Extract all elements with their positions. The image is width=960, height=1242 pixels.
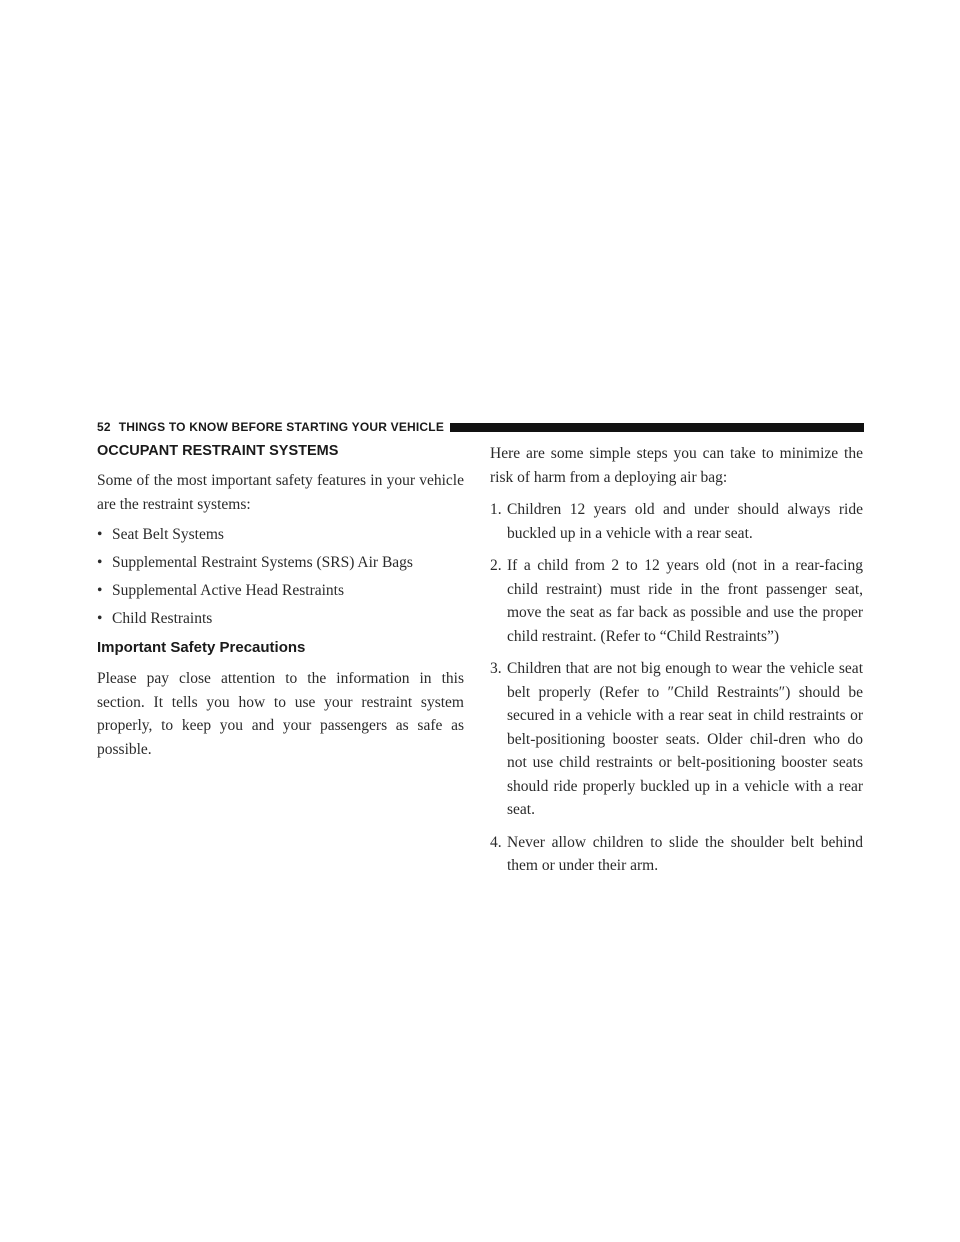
list-item xyxy=(490,831,863,878)
step-number: 4. xyxy=(490,833,502,851)
step-text: If a child from 2 to 12 years old (not in a rear-facing child restraint) must ride in the front passenger seat, move the seat as far back as possible and use the proper child restraint. (Refer to “Child Restraints”) xyxy=(507,557,863,645)
subsection-title: Important Safety Precautions xyxy=(97,639,306,656)
restraint-systems-list xyxy=(97,525,464,629)
bullet-icon: • xyxy=(97,526,103,543)
intro-paragraph: Some of the most important safety features in your vehicle are the restraint systems: xyxy=(97,472,464,513)
page-number: 52 xyxy=(97,420,111,434)
step-number: 1. xyxy=(490,501,502,518)
header-rule xyxy=(450,423,864,432)
right-column xyxy=(490,442,863,887)
step-text: Children 12 years old and under should always ride buckled up in a vehicle with a rear seat. xyxy=(507,501,863,542)
page-header xyxy=(97,420,864,434)
bullet-icon: • xyxy=(97,610,103,627)
step-text: Never allow children to slide the shoulder belt behind them or under their arm. xyxy=(507,833,863,874)
list-item: • Supplemental Restraint Systems (SRS) Air Bags xyxy=(97,554,413,571)
steps-list xyxy=(490,498,863,878)
list-item: • Child Restraints xyxy=(97,610,213,627)
precautions-paragraph: Please pay close attention to the information in this section. It tells you how to use your restraint system properly, to keep you and your passengers as safe as possible. xyxy=(97,670,464,758)
step-number: 2. xyxy=(490,557,502,574)
header-text xyxy=(97,420,444,434)
steps-intro: Here are some simple steps you can take to minimize the risk of harm from a deploying air bag: xyxy=(490,445,863,486)
section-name: THINGS TO KNOW BEFORE STARTING YOUR VEHICLE xyxy=(118,420,445,434)
list-item xyxy=(490,554,863,648)
bullet-icon: • xyxy=(97,554,103,571)
bullet-icon: • xyxy=(97,582,103,599)
step-text: Children that are not big enough to wear the vehicle seat belt properly (Refer to ″Child Restraints″) should be secured in a vehicle with a rear seat in child restraints or belt-positioning booster seats. Older chil-dren who do not use child restraints or belt-positioning booster seats should ride properly buckled up in a vehicle with a rear seat. xyxy=(507,660,863,818)
list-item xyxy=(490,657,863,822)
step-number: 3. xyxy=(490,660,502,677)
list-item: • Supplemental Active Head Restraints xyxy=(97,582,345,599)
section-title: OCCUPANT RESTRAINT SYSTEMS xyxy=(97,443,339,459)
list-item xyxy=(490,498,863,545)
list-item: • Seat Belt Systems xyxy=(97,526,224,543)
left-column xyxy=(97,442,464,770)
